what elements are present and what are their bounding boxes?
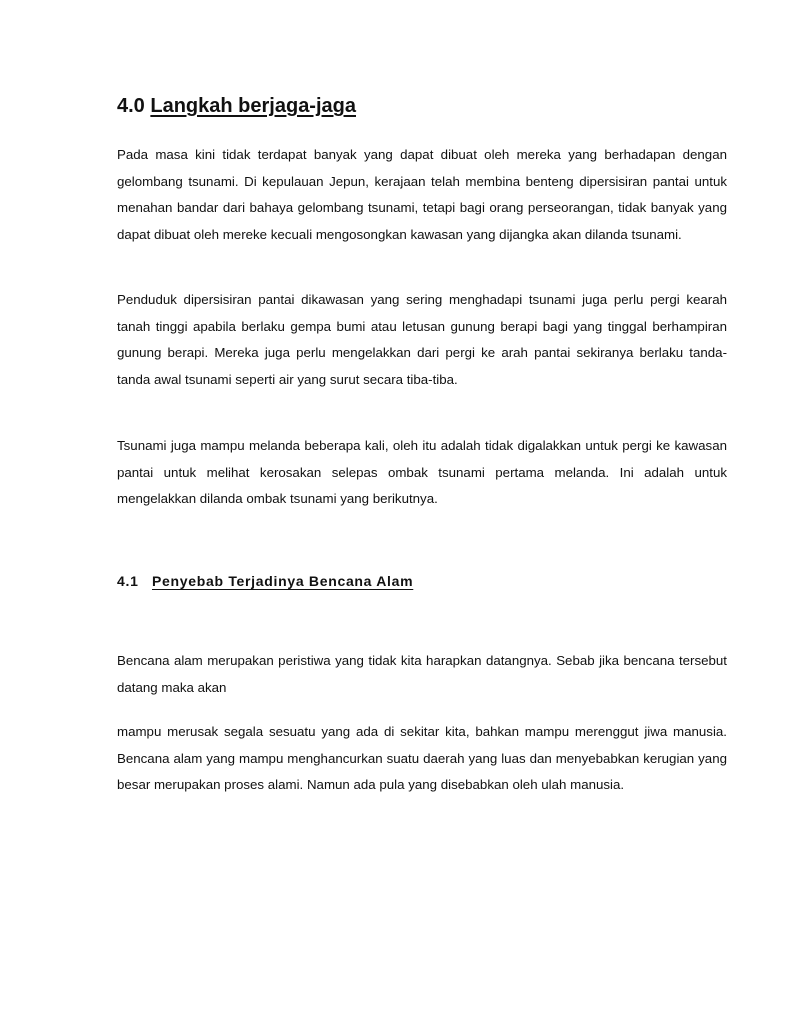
paragraph: Tsunami juga mampu melanda beberapa kali, oleh itu adalah tidak digalakkan untuk pergi ke kawasan pantai untuk melihat kerosakan selepas ombak tsunami pertama melanda. Ini adalah untuk mengelakkan dilanda ombak tsunami yang berikutnya. [117,438,727,507]
section-heading-4-1 [117,571,413,591]
section-title: Penyebab Terjadinya Bencana Alam [152,573,414,589]
paragraph: mampu merusak segala sesuatu yang ada di sekitar kita, bahkan mampu merenggut jiwa manusia. Bencana alam yang mampu menghancurkan suatu daerah yang luas dan menyebabkan kerugian yang besar merupakan proses alami. Namun ada pula yang disebabkan oleh ulah manusia. [117,724,727,793]
section-number: 4.0 [117,95,145,117]
paragraph: Pada masa kini tidak terdapat banyak yang dapat dibuat oleh mereka yang berhadapan dengan gelombang tsunami. Di kepulauan Jepun, kerajaan telah membina benteng dipersisiran pantai untuk menahan bandar dari bahaya gelombang tsunami, tetapi bagi orang perseorangan, tidak banyak yang dapat dibuat oleh mereke kecuali mengosongkan kawasan yang dijangka akan dilanda tsunami. [117,147,727,242]
paragraph: Penduduk dipersisiran pantai dikawasan yang sering menghadapi tsunami juga perlu pergi kearah tanah tinggi apabila berlaku gempa bumi atau letusan gunung berapi bagi yang tinggal berhampiran gunung berapi. Mereka juga perlu mengelakkan dari pergi ke arah pantai sekiranya berlaku tanda-tanda awal tsunami seperti air yang surut secara tiba-tiba. [117,292,727,387]
paragraph: Bencana alam merupakan peristiwa yang tidak kita harapkan datangnya. Sebab jika bencana tersebut datang maka akan [117,653,727,695]
section-heading-4-0 [117,92,356,120]
section-title: Langkah berjaga-jaga [150,95,356,117]
section-number: 4.1 [117,573,139,589]
